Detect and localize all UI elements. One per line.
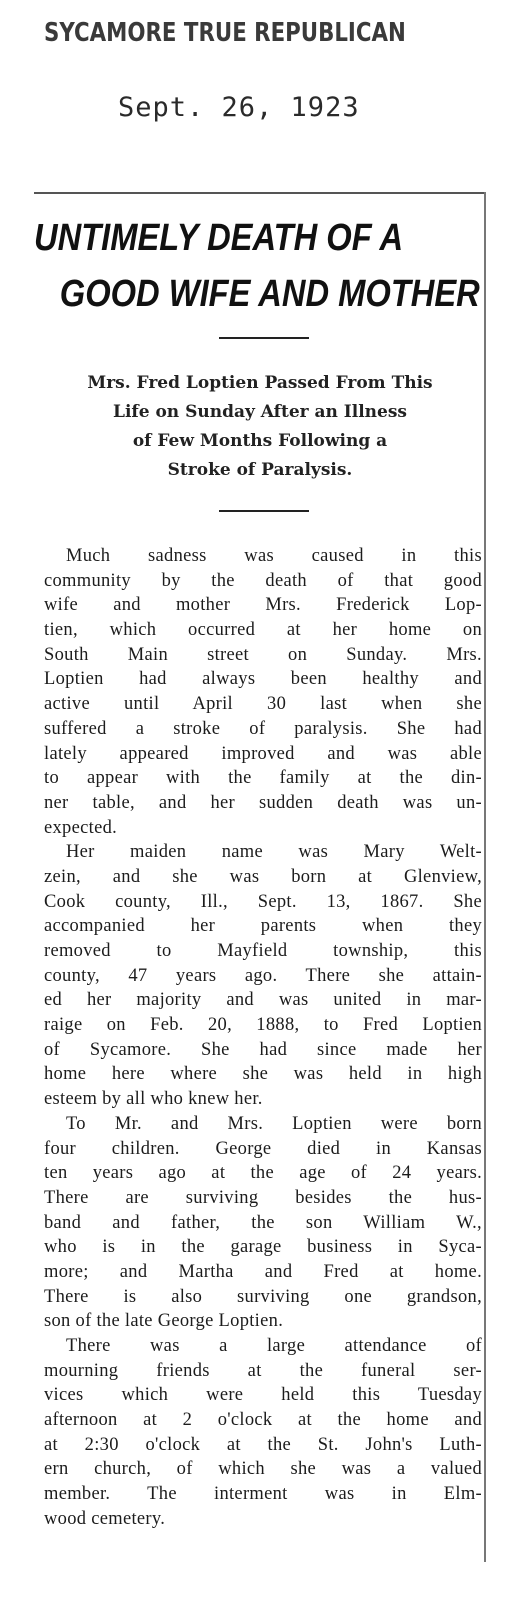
newspaper-clipping [34, 192, 486, 1562]
article-line: ern church, of which she was a valued [44, 1459, 482, 1480]
article-line: active until April 30 last when she [44, 694, 482, 715]
article-line: band and father, the son William W., [44, 1212, 482, 1233]
article-line: vices which were held this Tuesday [44, 1385, 482, 1406]
article-line: wood cemetery. [44, 1508, 166, 1529]
article-line: There was a large attendance of [66, 1336, 482, 1356]
article-line: mourning friends at the funeral ser- [44, 1360, 482, 1381]
article-line: Much sadness was caused in this [66, 546, 482, 566]
article-line: zein, and she was born at Glenview, [44, 866, 482, 887]
divider-rule [219, 337, 309, 339]
clipping-date: Sept. 26, 1923 [118, 92, 360, 123]
article-line: Cook county, Ill., Sept. 13, 1867. She [44, 891, 482, 912]
article-line: son of the late George Loptien. [44, 1311, 284, 1332]
article-line: county, 47 years ago. There she attain- [44, 965, 482, 986]
article-line: suffered a stroke of paralysis. She had [44, 718, 482, 739]
article-body [44, 544, 482, 1532]
article-line: to appear with the family at the din- [44, 768, 482, 789]
article-line: Loptien had always been healthy and [44, 669, 482, 690]
article-line: lately appeared improved and was able [44, 743, 482, 764]
article-line: removed to Mayfield township, this [44, 941, 482, 961]
article-line: ner table, and her sudden death was un- [44, 792, 482, 813]
article-line: South Main street on Sunday. Mrs. [44, 644, 482, 665]
subheadline-line: of Few Months Following a [132, 431, 388, 451]
headline-line-2: GOOD WIFE AND MOTHER [59, 273, 480, 315]
article-headline [34, 210, 480, 322]
article-line: home here where she was held in high [44, 1064, 482, 1085]
article-line: ten years ago at the age of 24 years. [44, 1163, 482, 1184]
subheadline-line: Stroke of Paralysis. [167, 460, 353, 480]
divider-rule [219, 510, 309, 512]
article-line: To Mr. and Mrs. Loptien were born [66, 1113, 482, 1134]
subheadline-line: Mrs. Fred Loptien Passed From This [87, 373, 433, 393]
article-line: tien, which occurred at her home on [44, 620, 482, 641]
headline-line-1: UNTIMELY DEATH OF A [34, 217, 404, 259]
article-line: community by the death of that good [44, 570, 482, 591]
article-line: raige on Feb. 20, 1888, to Fred Loptien [44, 1015, 482, 1036]
article-line: more; and Martha and Fred at home. [44, 1261, 482, 1282]
article-line: at 2:30 o'clock at the St. John's Luth- [44, 1434, 482, 1455]
article-line: wife and mother Mrs. Frederick Lop- [44, 595, 482, 616]
article-line: esteem by all who knew her. [44, 1089, 263, 1110]
article-line: of Sycamore. She had since made her [44, 1039, 482, 1060]
article-line: There is also surviving one grandson, [44, 1286, 482, 1307]
article-line: afternoon at 2 o'clock at the home and [44, 1410, 482, 1431]
newspaper-name-stamp: SYCAMORE TRUE REPUBLICAN [44, 18, 406, 48]
article-line: four children. George died in Kansas [44, 1138, 482, 1159]
article-line: who is in the garage business in Syca- [44, 1237, 482, 1258]
clipping-top-edge [34, 192, 486, 194]
subheadline-line: Life on Sunday After an Illness [113, 402, 407, 422]
article-line: ed her majority and was united in mar- [44, 990, 482, 1011]
article-line: There are surviving besides the hus- [44, 1187, 482, 1208]
article-line: accompanied her parents when they [44, 916, 482, 937]
article-subheadline [34, 369, 486, 485]
article-line: member. The interment was in Elm- [44, 1484, 482, 1505]
article-line: Her maiden name was Mary Welt- [66, 842, 482, 863]
article-line: expected. [44, 817, 118, 838]
